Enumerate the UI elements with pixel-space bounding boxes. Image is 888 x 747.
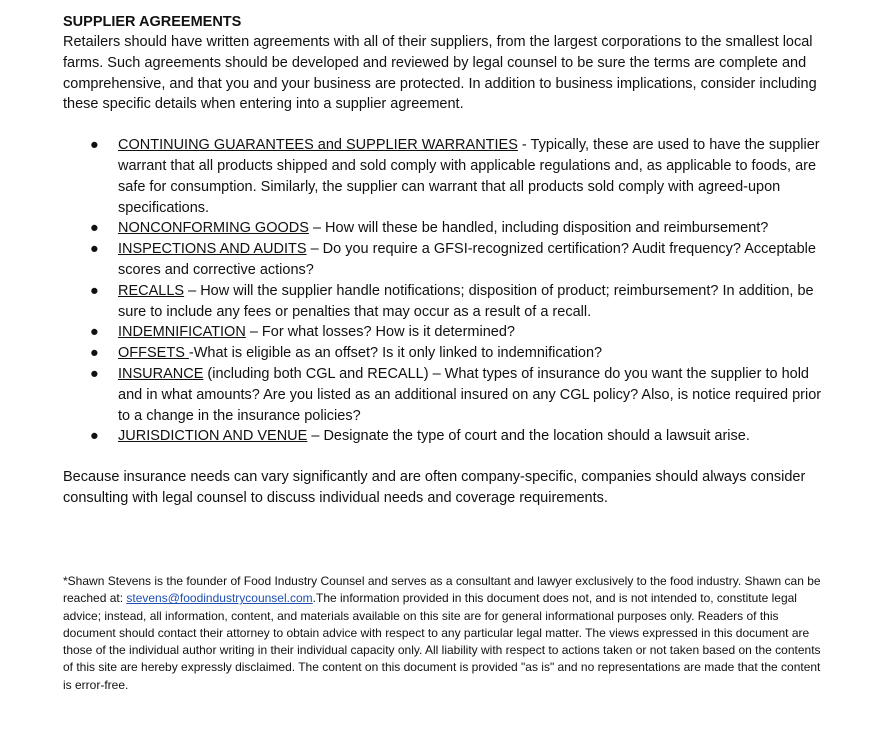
list-item-term: INDEMNIFICATION	[118, 324, 246, 341]
bullet-icon: ●	[90, 324, 99, 341]
intro-paragraph: Retailers should have written agreements with all of their suppliers, from the largest corporations to the smallest local farms. Such agreements should be developed and reviewed by legal counsel to be sure the terms are complete and comprehensive, and that you and your business are protected. In addition to business implications, consider including these specific details when entering into a supplier agreement.	[63, 34, 817, 113]
list-item	[90, 426, 833, 447]
list-item	[90, 281, 833, 323]
footnote-text-end: .The information provided in this document does not, and is not intended to, constitute legal advice; instead, all information, content, and materials available on this site are for general informational purposes only. Readers of this document should contact their attorney to obtain advice with respect to any particular legal matter. The views expressed in this document are those of the individual author writing in their individual capacity only. All liability with respect to actions taken or not taken based on the contents of this site are hereby expressly disclaimed. The content on this document is provided "as is" and no representations are made that the content is error-free.	[63, 591, 821, 692]
footnote-text-start: *Shawn Stevens is the founder of Food Industry Counsel and serves as a consultant and lawyer exclusively to the food industry. Shawn can be reached at:	[63, 574, 821, 606]
author-footnote	[63, 573, 828, 694]
list-item	[90, 322, 833, 343]
document-body	[63, 12, 833, 509]
list-item-term: INSPECTIONS AND AUDITS	[118, 241, 307, 258]
bullet-icon: ●	[90, 428, 99, 445]
list-item-term: OFFSETS	[118, 345, 189, 362]
list-item-text: -What is eligible as an offset? Is it only linked to indemnification?	[188, 345, 603, 362]
list-item-text: – For what losses? How is it determined?	[245, 324, 515, 341]
email-link[interactable]: stevens@foodindustrycounsel.com	[126, 591, 313, 606]
bullet-icon: ●	[90, 220, 99, 237]
section-heading: SUPPLIER AGREEMENTS	[63, 14, 242, 30]
list-item-term: JURISDICTION AND VENUE	[118, 428, 308, 445]
list-item	[90, 218, 833, 239]
list-item-text: – Designate the type of court and the location should a lawsuit arise.	[307, 428, 750, 445]
list-item-term: RECALLS	[118, 282, 185, 299]
list-item	[90, 364, 833, 426]
bullet-icon: ●	[90, 365, 99, 382]
list-item	[90, 343, 833, 364]
list-item	[90, 135, 833, 218]
list-item-term: CONTINUING GUARANTEES and SUPPLIER WARRANTIES	[118, 137, 518, 154]
list-item-text: – How will these be handled, including disposition and reimbursement?	[308, 220, 769, 237]
bullet-icon: ●	[90, 241, 99, 258]
list-item-text: – Do you require a GFSI-recognized certification? Audit frequency? Acceptable scores and corrective actions?	[118, 241, 816, 278]
bullet-icon: ●	[90, 282, 99, 299]
list-item	[90, 239, 833, 281]
bullet-icon: ●	[90, 345, 99, 362]
list-item-text: (including both CGL and RECALL) – What types of insurance do you want the supplier to hold and in what amounts? Are you listed as an additional insured on any CGL policy? Also, is notice required prior to a change in the insurance policies?	[118, 365, 822, 424]
closing-paragraph: Because insurance needs can vary significantly and are often company-specific, companies should always consider consulting with legal counsel to discuss individual needs and coverage requirements.	[63, 469, 806, 506]
list-item-text: - Typically, these are used to have the supplier warrant that all products shipped and sold comply with applicable regulations and, as applicable to foods, are safe for consumption. Similarly, the supplier can warrant that all products sold comply with agreed-upon specifications.	[118, 137, 820, 216]
list-item-term: NONCONFORMING GOODS	[118, 220, 309, 237]
agreement-details-list	[63, 135, 833, 447]
bullet-icon: ●	[90, 137, 99, 154]
list-item-term: INSURANCE	[118, 365, 204, 382]
list-item-text: – How will the supplier handle notifications; disposition of product; reimbursement? In addition, be sure to include any fees or penalties that may occur as a result of a recall.	[118, 282, 814, 320]
